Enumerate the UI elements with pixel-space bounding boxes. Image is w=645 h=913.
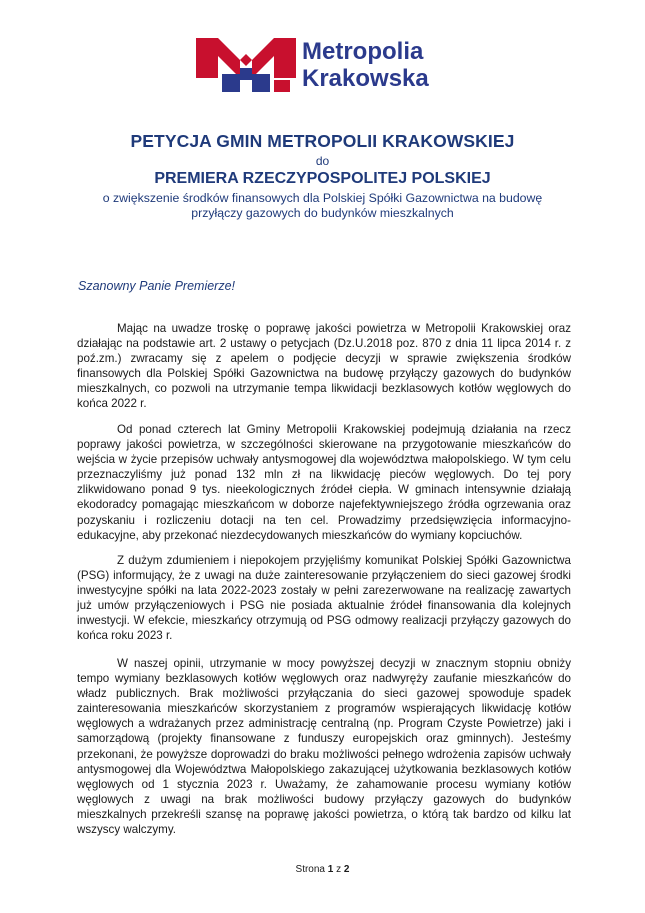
page-current: 1 (327, 864, 334, 875)
petition-title: PETYCJA GMIN METROPOLII KRAKOWSKIEJ (130, 131, 515, 151)
body-paragraph-1: Mając na uwadze troskę o poprawę jakości powietrza w Metropolii Krakowskiej oraz działając na podstawie art. 2 ustawy o petycjach (Dz.U.2018 poz. 870 z dnia 11 lipca 2014 r. z poź.zm.) zwracamy się z apelem o podjęcie decyzji w sprawie zwiększenia środków finansowych dla Polskiej Spółki Gazownictwa na budowę przyłączy gazowych do budynków mieszkalnych, co pozwoli na utrzymanie tempa likwidacji bezklasowych kotłów węglowych do końca 2022 r. (77, 322, 571, 411)
metropolia-krakowska-logo (196, 38, 458, 94)
page-footer (0, 864, 645, 875)
salutation: Szanowny Panie Premierze! (78, 279, 236, 293)
body-paragraph-2: Od ponad czterech lat Gminy Metropolii Krakowskiej podejmują działania na rzecz poprawy jakości powietrza, w szczególności skierowane na przygotowanie mieszkańców do wejścia w życie przepisów uchwały antysmogowej dla województwa małopolskiego. W tym celu przeznaczyliśmy już ponad 132 mln zł na likwidację pieców węglowych. Do tej pory zlikwidowano ponad 9 tys. nieekologicznych źródeł ciepła. W gminach intensywnie działają ekodoradcy pomagając mieszkańcom w doborze najefektywniejszego źródła ogrzewania oraz pozyskaniu i rozliczeniu dotacji na ten cel. Prowadzimy przedsięwzięcia informacyjno-edukacyjne, aby przekonać niezdecydowanych mieszkańców do wymiany kopciuchów. (77, 423, 571, 542)
body-paragraph-3: Z dużym zdumieniem i niepokojem przyjęliśmy komunikat Polskiej Spółki Gazownictwa (PSG) informujący, że z uwagi na duże zainteresowanie przyłączeniem do sieci gazowej środki inwestycyjne spółki na lata 2022-2023 zostały w pełni zarezerwowane na realizację zawartych już umów przyłączeniowych i PSG nie posiada aktualnie źródeł finansowania dla kolejnych inwestycji. W efekcie, mieszkańcy otrzymują od PSG odmowy realizacji przyłączy gazowych do końca roku 2023 r. (77, 554, 571, 643)
petition-subtitle-line2: przyłączy gazowych do budynków mieszkalnych (191, 206, 454, 220)
petition-subtitle-line1: o zwiększenie środków finansowych dla Polskiej Spółki Gazownictwa na budowę (102, 191, 543, 205)
logo-mark-icon (196, 38, 296, 94)
page-total: 2 (343, 864, 350, 875)
logo-line1: Metropolia (302, 38, 424, 65)
petition-subtitle (40, 191, 605, 221)
petition-to-word: do (315, 154, 330, 168)
page-label: Strona (295, 864, 325, 875)
logo-wordmark (302, 38, 429, 92)
petition-addressee: PREMIERA RZECZYPOSPOLITEJ POLSKIEJ (154, 170, 491, 187)
body-paragraph-4: W naszej opinii, utrzymanie w mocy powyższej decyzji w znacznym stopniu obniży tempo wymiany bezklasowych kotłów węglowych oraz nadwyręży zaufanie mieszkańców do władz publicznych. Brak możliwości przyłączania do sieci gazowej spowoduje spadek zainteresowania mieszkańców skorzystaniem z programów wspierających likwidację kotłów węglowych a wdrażanych przez administrację centralną (np. Program Czyste Powietrze) jaki i samorządową (projekty finansowane z funduszy europejskich oraz gminnych). Jesteśmy przekonani, że powyższe doprowadzi do braku możliwości pełnego wdrożenia zapisów uchwały antysmogowej dla Województwa Małopolskiego zakazującej użytkowania bezklasowych kotłów węglowych od 1 stycznia 2023 r. Uważamy, że zahamowanie procesu wymiany kotłów węglowych z uwagi na brak możliwości budowy przyłączy gazowych do budynków mieszkalnych przekreśli szansę na poprawę jakości powietrza, o którą tak bardzo od kilku lat wszyscy walczymy. (77, 657, 571, 837)
page-sep: z (336, 864, 342, 875)
logo-line2: Krakowska (302, 65, 429, 92)
